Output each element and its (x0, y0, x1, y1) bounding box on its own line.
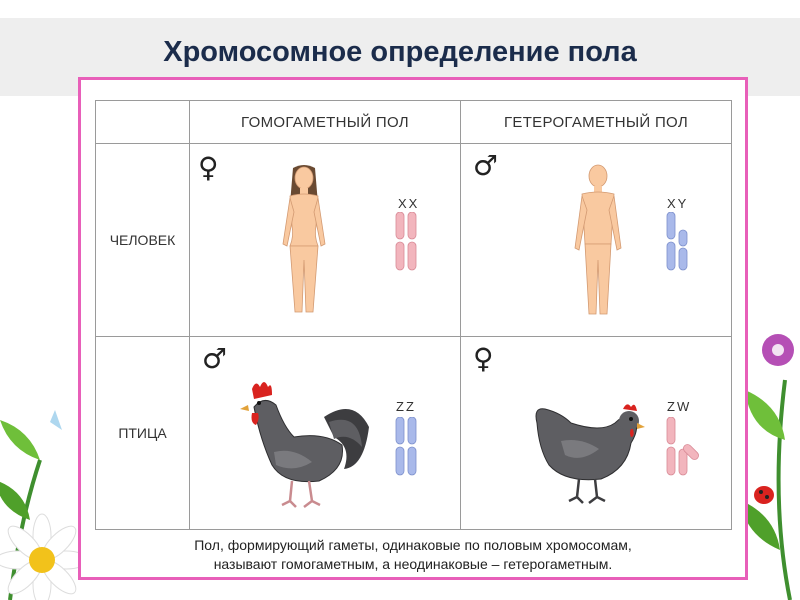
man-figure-icon (573, 164, 623, 316)
content-frame (78, 77, 748, 580)
header-homogametic: ГОМОГАМЕТНЫЙ ПОЛ (190, 101, 461, 144)
xy-chromosomes-icon (665, 212, 691, 272)
rooster-icon (234, 377, 374, 512)
cell-human-male (461, 144, 732, 337)
header-heterogametic: ГЕТЕРОГАМЕТНЫЙ ПОЛ (461, 101, 732, 144)
row-label-bird: ПТИЦА (96, 337, 190, 530)
caption-line-1: Пол, формирующий гаметы, одинаковые по половым хромосомам, (194, 537, 632, 553)
woman-figure-icon (278, 164, 330, 316)
cell-bird-female (461, 337, 732, 530)
chromosome-label-zw: ZW (667, 399, 692, 414)
header-empty-cell (96, 101, 190, 144)
cell-bird-male (190, 337, 461, 530)
hen-icon (531, 383, 649, 505)
chromosome-label-xy: XY (667, 196, 689, 211)
row-label-human: ЧЕЛОВЕК (96, 144, 190, 337)
male-symbol-icon: ♂ (473, 149, 499, 182)
flowers-decoration-right (740, 320, 800, 600)
cell-human-female (190, 144, 461, 337)
chromosome-label-zz: ZZ (396, 399, 416, 414)
zz-chromosomes-icon (394, 417, 420, 477)
male-symbol-icon: ♂ (202, 342, 228, 375)
female-symbol-icon: ♀ (198, 151, 219, 184)
chromosome-label-xx: XX (398, 196, 420, 211)
caption-line-2: называют гомогаметным, а неодинаковые – гетерогаметным. (213, 556, 613, 572)
sex-determination-table (95, 100, 732, 530)
slide-title: Хромосомное определение пола (163, 36, 637, 68)
caption (95, 536, 731, 574)
xx-chromosomes-icon (394, 212, 420, 272)
female-symbol-icon: ♀ (473, 342, 494, 375)
zw-chromosomes-icon (665, 417, 705, 477)
flowers-decoration-left (0, 400, 90, 600)
